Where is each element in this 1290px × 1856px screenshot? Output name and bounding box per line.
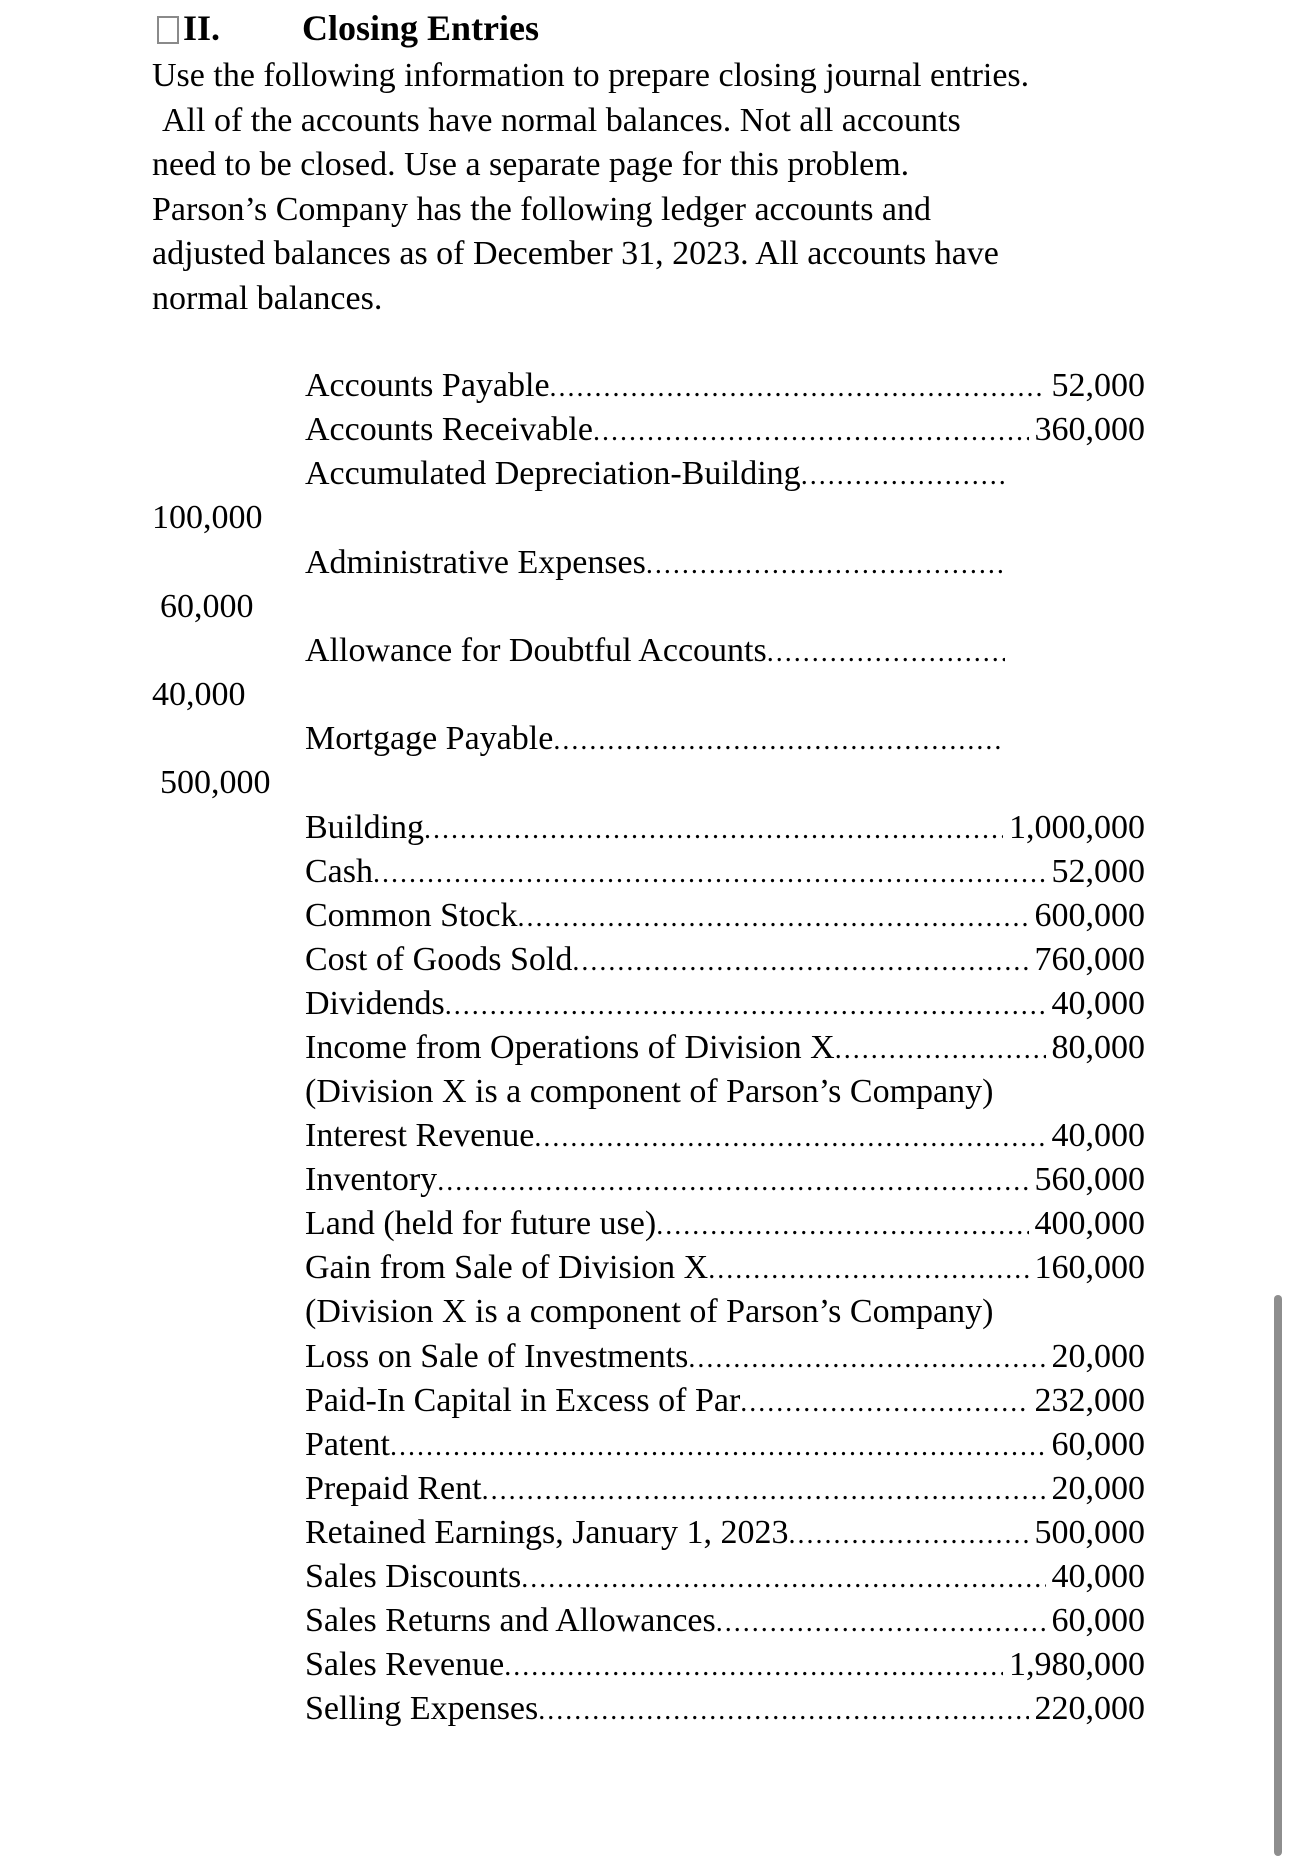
account-row bbox=[305, 1555, 1145, 1599]
leader-dots bbox=[534, 1116, 1045, 1160]
account-row bbox=[305, 1246, 1145, 1290]
leader-dots bbox=[716, 1601, 1046, 1645]
account-name: Patent bbox=[305, 1426, 390, 1463]
account-name: Building bbox=[305, 809, 425, 846]
account-amount: 560,000 bbox=[1034, 1161, 1145, 1198]
account-row bbox=[305, 1379, 1145, 1423]
account-name: Dividends bbox=[305, 985, 445, 1022]
leader-dots bbox=[504, 1645, 1003, 1689]
account-amount: 160,000 bbox=[1034, 1249, 1145, 1286]
account-amount: 500,000 bbox=[1034, 1514, 1145, 1551]
leader-dots bbox=[482, 1469, 1046, 1513]
leader-dots bbox=[646, 543, 1005, 587]
account-name: Allowance for Doubtful Accounts bbox=[305, 632, 767, 669]
account-name: Sales Returns and Allowances bbox=[305, 1602, 716, 1639]
account-name: Sales Revenue bbox=[305, 1646, 505, 1683]
account-row bbox=[305, 1335, 1145, 1379]
account-row bbox=[305, 1511, 1145, 1555]
leader-dots bbox=[593, 410, 1029, 454]
instructions-paragraph bbox=[152, 54, 1152, 322]
account-name: Retained Earnings, January 1, 2023 bbox=[305, 1514, 789, 1551]
leader-dots bbox=[708, 1248, 1028, 1292]
account-row bbox=[305, 938, 1145, 982]
leader-dots bbox=[835, 1028, 1046, 1072]
instruction-line: normal balances. bbox=[152, 279, 383, 317]
account-name: Selling Expenses bbox=[305, 1690, 539, 1727]
division-note: (Division X is a component of Parson’s Company) bbox=[305, 1073, 994, 1110]
leader-dots bbox=[553, 719, 1005, 763]
account-name: Accumulated Depreciation-Building bbox=[305, 455, 801, 492]
leader-dots bbox=[572, 940, 1028, 984]
account-amount: 1,000,000 bbox=[1009, 809, 1145, 846]
leader-dots bbox=[740, 1381, 1028, 1425]
section-heading bbox=[157, 6, 540, 50]
account-amount: 80,000 bbox=[1051, 1029, 1145, 1066]
account-amount: 40,000 bbox=[1051, 1117, 1145, 1154]
leader-dots bbox=[788, 1513, 1028, 1557]
account-row bbox=[305, 1687, 1145, 1731]
account-amount: 360,000 bbox=[1034, 411, 1145, 448]
account-amount: 20,000 bbox=[1051, 1470, 1145, 1507]
account-amount: 220,000 bbox=[1034, 1690, 1145, 1727]
leader-dots bbox=[550, 366, 1046, 410]
account-row bbox=[305, 1202, 1145, 1246]
leader-dots bbox=[424, 808, 1003, 852]
instruction-line: Use the following information to prepare closing journal entries. bbox=[152, 57, 1030, 94]
section-title: Closing Entries bbox=[302, 8, 540, 48]
leader-dots bbox=[521, 1557, 1045, 1601]
account-amount: 500,000 bbox=[160, 764, 271, 801]
account-row bbox=[305, 1643, 1145, 1687]
account-name: Administrative Expenses bbox=[305, 544, 646, 581]
leader-dots bbox=[373, 852, 1046, 896]
account-name: Accounts Receivable bbox=[305, 411, 593, 448]
account-name: Common Stock bbox=[305, 897, 518, 934]
account-row bbox=[305, 541, 1005, 585]
division-note: (Division X is a component of Parson’s Company) bbox=[305, 1293, 994, 1330]
leader-dots bbox=[518, 896, 1029, 940]
account-amount: 20,000 bbox=[1051, 1338, 1145, 1375]
leader-dots bbox=[688, 1337, 1045, 1381]
account-row bbox=[305, 894, 1145, 938]
account-row bbox=[305, 1158, 1145, 1202]
leader-dots bbox=[538, 1689, 1028, 1733]
leader-dots bbox=[656, 1204, 1028, 1248]
account-row bbox=[305, 364, 1145, 408]
account-amount: 600,000 bbox=[1034, 897, 1145, 934]
account-row bbox=[305, 850, 1145, 894]
account-row bbox=[305, 717, 1005, 761]
account-name: Interest Revenue bbox=[305, 1117, 535, 1154]
account-row bbox=[305, 629, 1005, 673]
account-row bbox=[305, 1599, 1145, 1643]
account-amount: 760,000 bbox=[1034, 941, 1145, 978]
account-name: Prepaid Rent bbox=[305, 1470, 482, 1507]
account-name: Gain from Sale of Division X bbox=[305, 1249, 709, 1286]
account-amount: 52,000 bbox=[1051, 853, 1145, 890]
account-amount: 60,000 bbox=[160, 588, 254, 625]
account-name: Cost of Goods Sold bbox=[305, 941, 573, 978]
checkbox-icon[interactable] bbox=[157, 16, 179, 44]
account-name: Inventory bbox=[305, 1161, 438, 1198]
account-amount: 400,000 bbox=[1034, 1205, 1145, 1242]
account-row bbox=[305, 452, 1005, 496]
instruction-line: All of the accounts have normal balances. Not all accounts bbox=[162, 101, 961, 139]
section-number: II. bbox=[183, 8, 221, 48]
account-row bbox=[305, 1423, 1145, 1467]
account-row bbox=[305, 806, 1145, 850]
account-amount: 40,000 bbox=[1051, 1558, 1145, 1595]
leader-dots bbox=[437, 1160, 1028, 1204]
leader-dots bbox=[801, 454, 1005, 498]
account-amount: 60,000 bbox=[1051, 1426, 1145, 1463]
account-amount: 52,000 bbox=[1051, 367, 1145, 404]
account-name: Accounts Payable bbox=[305, 367, 550, 404]
account-row bbox=[305, 408, 1145, 452]
leader-dots bbox=[390, 1425, 1046, 1469]
instruction-line: Parson’s Company has the following ledger accounts and bbox=[152, 190, 932, 228]
account-name: Sales Discounts bbox=[305, 1558, 522, 1595]
account-row bbox=[305, 982, 1145, 1026]
vertical-scrollbar[interactable] bbox=[1274, 1295, 1282, 1856]
account-row bbox=[305, 1467, 1145, 1511]
leader-dots bbox=[767, 631, 1005, 675]
account-amount: 60,000 bbox=[1051, 1602, 1145, 1639]
account-name: Land (held for future use) bbox=[305, 1205, 657, 1242]
account-amount: 232,000 bbox=[1034, 1382, 1145, 1419]
instruction-line: adjusted balances as of December 31, 2023. All accounts have bbox=[152, 235, 999, 273]
instruction-line: need to be closed. Use a separate page for this problem. bbox=[152, 146, 910, 184]
account-amount: 40,000 bbox=[152, 676, 246, 713]
account-name: Cash bbox=[305, 853, 373, 890]
account-amount: 40,000 bbox=[1051, 985, 1145, 1022]
account-amount: 100,000 bbox=[152, 499, 263, 536]
account-name: Mortgage Payable bbox=[305, 720, 554, 757]
account-amount: 1,980,000 bbox=[1009, 1646, 1145, 1683]
account-row bbox=[305, 1114, 1145, 1158]
account-row bbox=[305, 1026, 1145, 1070]
leader-dots bbox=[445, 984, 1046, 1028]
account-name: Paid-In Capital in Excess of Par bbox=[305, 1382, 741, 1419]
account-name: Income from Operations of Division X bbox=[305, 1029, 835, 1066]
account-name: Loss on Sale of Investments bbox=[305, 1338, 689, 1375]
